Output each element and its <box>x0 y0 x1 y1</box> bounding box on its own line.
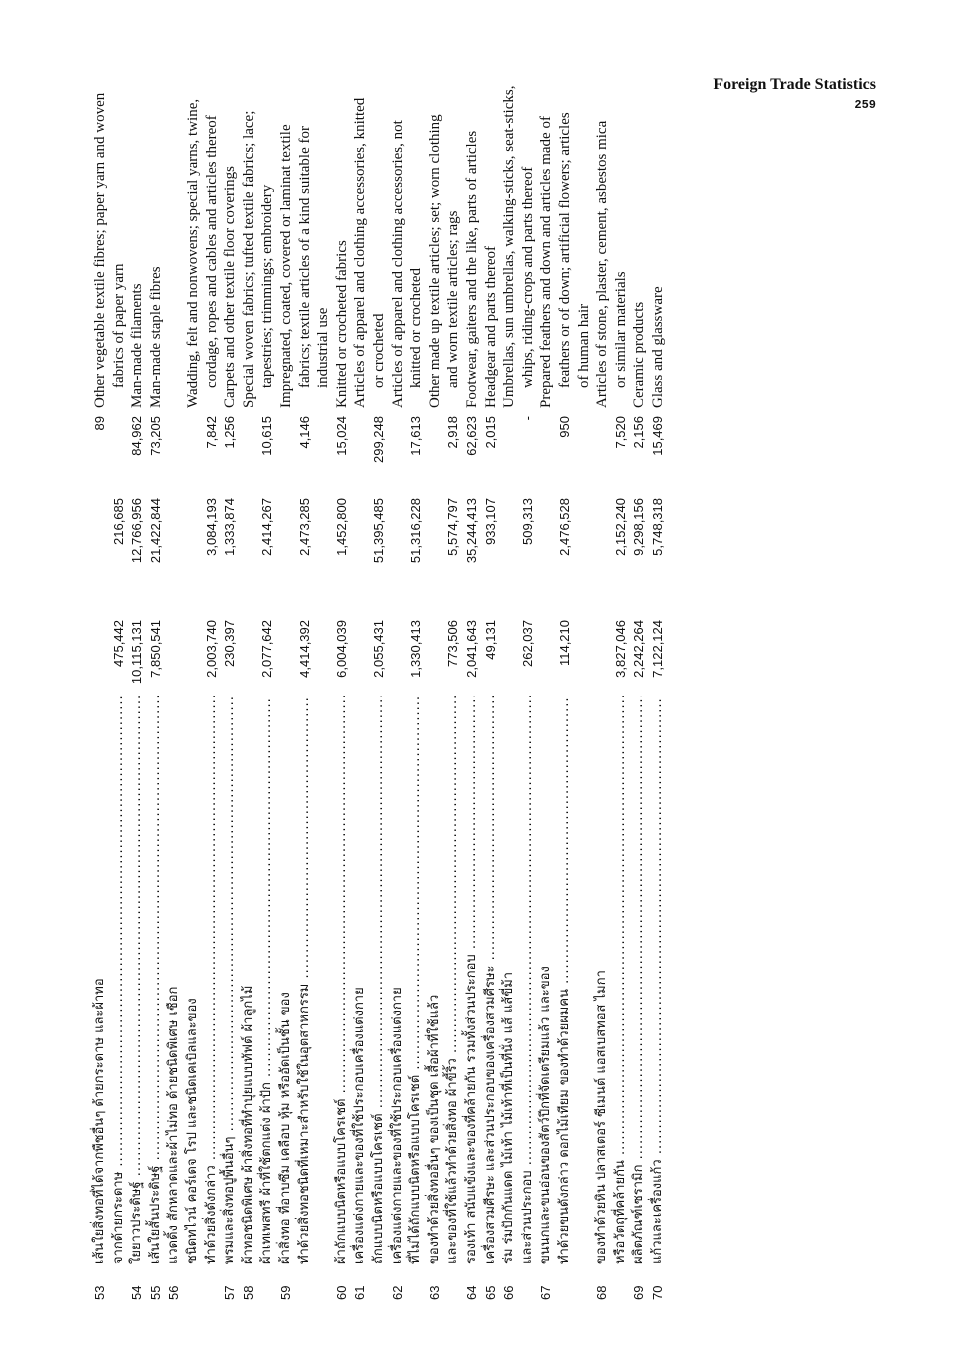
quantity-cell: 1,330,413 <box>408 620 424 678</box>
quantity-cell: 2,041,643 <box>464 620 479 678</box>
thai-description: ทำด้วยสิ่งดังกล่าว ..... <box>200 696 224 1264</box>
thai-description: และของที่ใช้แล้วทำด้วยสิ่งทอ ผ้าขี้ริ้ว ..... <box>441 696 465 1264</box>
cif-cell: 10,615 <box>259 416 275 456</box>
cif-cell: 62,623 <box>464 416 479 456</box>
english-description: Articles of stone, plaster, cement, asbestos mica <box>594 120 611 408</box>
value-cell: 1,333,874 <box>222 498 238 556</box>
english-description: Articles of apparel and clothing accessories, knitted <box>352 97 369 408</box>
english-description: feathers or of down; artificial flowers; articles <box>557 112 573 388</box>
thai-description: รองเท้า สนับแข้งและของที่คล้ายกัน รวมทั้งส่วนประกอบ ..... <box>460 696 484 1264</box>
thai-description: จากด้ายกระดาษ ..... <box>107 696 131 1264</box>
english-description: fabrics; textile articles of a kind suitable for <box>296 126 313 388</box>
value-cell: 12,766,956 <box>129 498 145 564</box>
thai-description: เส้นใยสั้นประดิษฐ์ ..... <box>144 696 168 1264</box>
thai-description: ทำด้วยขนดังกล่าว ดอกไม้เทียม ของทำด้วยผมคน ..... <box>553 696 577 1264</box>
cif-cell: 17,613 <box>408 416 424 456</box>
value-cell: 9,298,156 <box>631 498 647 556</box>
quantity-cell: 10,115,131 <box>129 620 145 685</box>
value-cell: 2,476,528 <box>557 498 572 556</box>
section-title: Foreign Trade Statistics <box>713 76 876 93</box>
english-description: Special woven fabrics; tufted textile fabrics; lace; <box>240 110 257 408</box>
cif-cell: 2,156 <box>631 416 647 449</box>
thai-description: ใยยาวประดิษฐ์ ..... <box>125 696 149 1264</box>
code-cell: 59 <box>278 1285 293 1300</box>
quantity-cell: 2,055,431 <box>371 620 386 678</box>
english-description: fabrics of paper yarn <box>110 263 127 388</box>
cif-cell: 84,962 <box>129 416 145 456</box>
value-cell: 2,152,240 <box>612 498 628 556</box>
trade-table <box>82 85 682 1300</box>
thai-description: ถักแบบนิตหรือแบบโครเชต์ ..... <box>367 696 391 1264</box>
value-cell: 5,574,797 <box>445 498 461 556</box>
cif-cell: 950 <box>557 416 572 438</box>
thai-description: ที่ไม่ได้ถักแบบนิตหรือแบบโครเชต์ ..... <box>404 696 428 1264</box>
quantity-cell: 230,397 <box>222 620 238 667</box>
cif-cell: 4,146 <box>296 416 312 449</box>
cif-cell: 299,248 <box>371 416 386 463</box>
value-cell: 51,316,228 <box>408 498 424 564</box>
thai-description: เครื่องแต่งกายและของที่ใช้ประกอบเครื่องแต่งกาย <box>389 987 405 1264</box>
cif-cell: 15,024 <box>333 416 349 456</box>
thai-description: เครื่องสวมศีรษะ และส่วนประกอบของเครื่องสวมศีรษะ ..... <box>479 696 503 1264</box>
thai-description: ผ้าถักแบบนิตหรือแบบโครเชต์ ..... <box>330 696 354 1264</box>
thai-description: และส่วนประกอบ ..... <box>516 696 540 1264</box>
trade-table-frame <box>82 85 682 1300</box>
thai-description: ชนิดทไวน์ คอร์เดจ โรป และชนิดเคเบิลและของ <box>185 998 200 1264</box>
thai-description: เครื่องแต่งกายและของที่ใช้ประกอบเครื่องแต่งกาย <box>352 987 368 1264</box>
value-cell: 216,685 <box>110 498 126 545</box>
code-cell: 66 <box>501 1285 517 1300</box>
code-cell: 61 <box>352 1285 368 1300</box>
english-description: industrial use <box>315 307 332 388</box>
code-cell: 64 <box>464 1285 479 1300</box>
english-description: Wadding, felt and nonwovens; special yarns, twine, <box>185 98 201 408</box>
value-cell: 2,473,285 <box>296 498 312 556</box>
quantity-cell: 773,506 <box>445 620 461 667</box>
thai-description: แก้วและเครื่องแก้ว ..... <box>646 696 670 1264</box>
value-cell: 5,748,318 <box>650 498 665 556</box>
table-row <box>646 165 670 1300</box>
english-description: Man-made filaments <box>129 283 146 408</box>
code-cell: 67 <box>538 1285 554 1300</box>
english-description: knitted or crocheted <box>408 268 425 388</box>
quantity-cell: 7,850,541 <box>147 620 163 678</box>
quantity-cell: 2,077,642 <box>259 620 275 678</box>
code-cell: 65 <box>482 1285 498 1300</box>
code-cell: 58 <box>240 1285 256 1300</box>
running-head <box>713 76 876 112</box>
quantity-cell: 6,004,039 <box>333 620 349 678</box>
code-cell: 60 <box>333 1285 349 1300</box>
english-description: Glass and glassware <box>650 286 666 408</box>
thai-description: ของทำด้วยสิ่งทออื่นๆ ของเป็นชุด เสื้อผ้าที่ใช้แล้ว <box>426 994 442 1264</box>
english-description: Headgear and parts thereof <box>482 246 499 408</box>
cif-cell: 89 <box>92 416 107 431</box>
english-description: Man-made staple fibres <box>147 266 164 408</box>
thai-description: ผ้าสิ่งทอ ที่อาบซึม เคลือบ หุ้ม หรืออัดเป็นชั้น ของ <box>278 992 293 1264</box>
english-description: tapestries; trimmings; embroidery <box>259 184 276 388</box>
english-description: of human hair <box>575 303 592 388</box>
cif-cell: - <box>519 416 535 421</box>
quantity-cell: 114,210 <box>557 620 572 667</box>
thai-description: ผ้าเทเพสทรี ผ้าที่ใช้ตกแต่ง ผ้าปัก ..... <box>255 696 279 1264</box>
thai-description: แวดดิ้ง สักหลาดและผ้าไม่ทอ ด้ายชนิดพิเศษ เชือก <box>166 986 182 1264</box>
thai-description: เส้นใยสิ่งทอที่ได้จากพืชอื่นๆ ด้ายกระดาษ และผ้าทอ <box>92 978 107 1264</box>
value-cell: 1,452,800 <box>333 498 349 556</box>
code-cell: 70 <box>650 1285 665 1300</box>
english-description: Other vegetable textile fibres; paper yarn and woven <box>92 92 108 408</box>
quantity-cell: 7,122,124 <box>650 620 665 678</box>
english-description: Other made up textile articles; set; worn clothing <box>426 114 443 408</box>
english-description: or crocheted <box>371 313 387 388</box>
english-description: Impregnated, coated, covered or laminat textile <box>278 124 294 408</box>
english-description: Articles of apparel and clothing accessories, not <box>389 120 406 408</box>
value-cell: 21,422,844 <box>147 498 163 564</box>
thai-description: ผลิตภัณฑ์เซรามิก ..... <box>627 696 651 1264</box>
english-description: whips, riding-crops and parts thereof <box>519 166 536 388</box>
cif-cell: 2,918 <box>445 416 461 449</box>
english-description: Knitted or crocheted fabrics <box>333 240 350 408</box>
quantity-cell: 262,037 <box>519 620 535 667</box>
english-description: and worn textile articles; rags <box>445 210 462 388</box>
english-description: cordage, ropes and cables and articles thereof <box>203 115 220 388</box>
quantity-cell: 3,827,046 <box>612 620 628 678</box>
english-description: Footwear, gaiters and the like, parts of articles <box>464 130 480 408</box>
value-cell: 2,414,267 <box>259 498 275 556</box>
thai-description: ผ้าทอชนิดพิเศษ ผ้าสิ่งทอที่ทำปุยแบบทัฟต์ ผ้าลูกไม้ <box>240 985 256 1264</box>
english-description: Prepared feathers and down and articles made of <box>538 116 555 408</box>
thai-description: พรมและสิ่งทอปูพื้นอื่นๆ ..... <box>218 696 242 1264</box>
cif-cell: 15,469 <box>650 416 665 456</box>
thai-description: ขนนกและขนอ่อนของสัตว์ปีกที่จัดเตรียมแล้ว และของ <box>538 966 554 1264</box>
cif-cell: 2,015 <box>482 416 498 449</box>
cif-cell: 73,205 <box>147 416 163 456</box>
value-cell: 509,313 <box>519 498 535 545</box>
code-cell: 63 <box>426 1285 442 1300</box>
code-cell: 55 <box>147 1285 163 1300</box>
value-cell: 933,107 <box>482 498 498 545</box>
english-description: Carpets and other textile floor coverings <box>222 165 239 408</box>
code-cell: 68 <box>594 1285 610 1300</box>
english-description: Ceramic products <box>631 301 648 408</box>
value-cell: 3,084,193 <box>203 498 219 556</box>
cif-cell: 7,520 <box>612 416 628 449</box>
code-cell: 54 <box>129 1285 145 1300</box>
cif-cell: 7,842 <box>203 416 219 449</box>
code-cell: 56 <box>166 1285 182 1300</box>
value-cell: 51,395,485 <box>371 498 386 564</box>
english-description: or similar materials <box>612 271 629 388</box>
code-cell: 62 <box>389 1285 405 1300</box>
code-cell: 53 <box>92 1285 107 1300</box>
english-description: Umbrellas, sun umbrellas, walking-sticks, seat-sticks, <box>501 85 518 408</box>
code-cell: 69 <box>631 1285 647 1300</box>
thai-description: ร่ม ร่มปักกันแดด ไม้เท้า ไม้เท้าที่เป็นที่นั่ง แส้ แส้ขี่ม้า <box>501 971 517 1264</box>
quantity-cell: 4,414,392 <box>296 620 312 678</box>
quantity-cell: 475,442 <box>110 620 126 667</box>
thai-description: หรือวัตถุที่คล้ายกัน ..... <box>609 696 633 1264</box>
thai-description: ทำด้วยสิ่งทอชนิดที่เหมาะสำหรับใช้ในอุตสาหกรรม ..... <box>293 696 317 1264</box>
quantity-cell: 2,003,740 <box>203 620 219 678</box>
page-number: 259 <box>854 98 876 112</box>
quantity-cell: 49,131 <box>482 620 498 660</box>
value-cell: 35,244,413 <box>464 498 479 564</box>
quantity-cell: 2,242,264 <box>631 620 647 678</box>
cif-cell: 1,256 <box>222 416 238 449</box>
code-cell: 57 <box>222 1285 238 1300</box>
thai-description: ของทำด้วยหิน ปลาสเตอร์ ซีเมนต์ แอสเบสทอส ไมกา <box>594 970 610 1264</box>
